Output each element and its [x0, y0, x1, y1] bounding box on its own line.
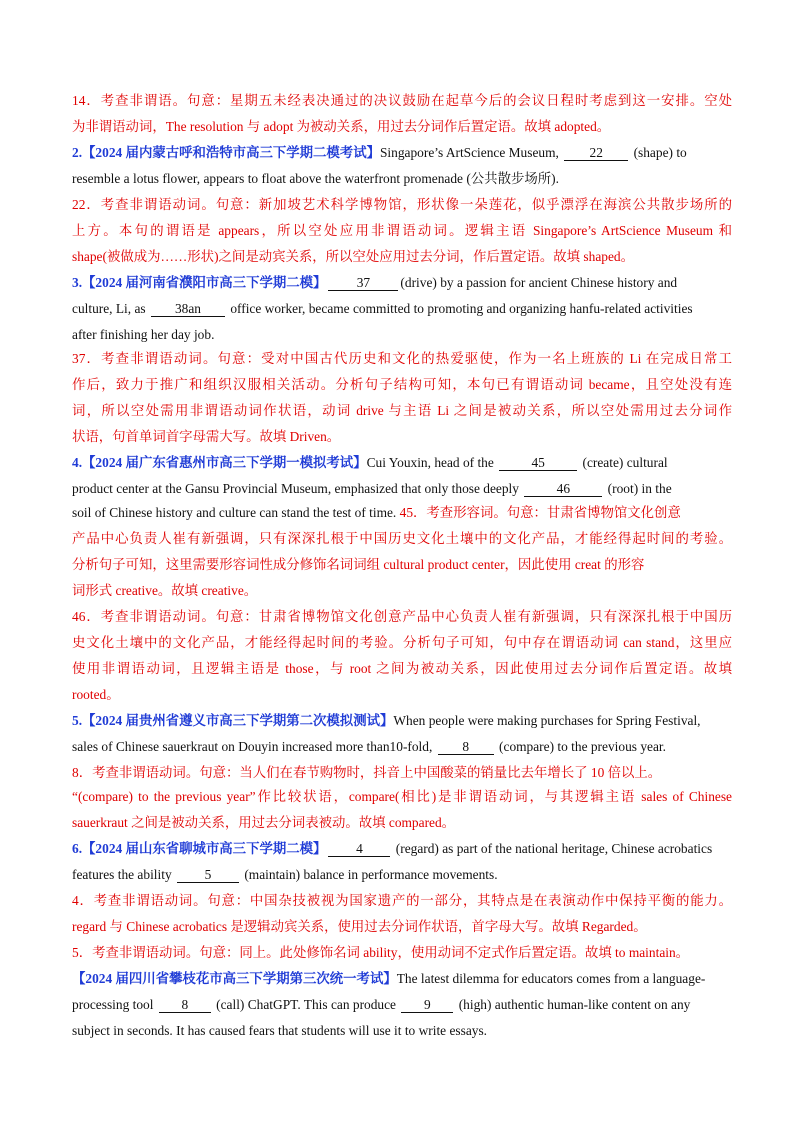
question-text: product center at the Gansu Provincial Museum, emphasized that only those deeply: [72, 481, 523, 496]
question-line: [72, 454, 668, 472]
question-line: [72, 996, 690, 1014]
answer-line: 词，所以空处需用非谓语动词作状语，动词 drive 与主语 Li 之间是被动关系，所以空处需用过去分词作: [72, 403, 732, 418]
answer-blank: 9: [401, 997, 453, 1013]
answer-line: 使用非谓语动词，且逻辑主语是 those，与 root 之间为被动关系，因此使用过去分词作后置定语。故填: [72, 661, 732, 676]
answer-line: sauerkraut 之间是被动关系，用过去分词表被动。故填 compared。: [72, 815, 456, 830]
question-text: The latest dilemma for educators comes from a language-: [396, 971, 706, 986]
question-text: Singapore’s ArtScience Museum,: [379, 145, 563, 160]
question-text: features the ability: [72, 867, 175, 882]
question-text: Cui Youxin, head of the: [366, 455, 498, 470]
question-line: after finishing her day job.: [72, 327, 215, 342]
answer-line: 14．考查非谓语。句意：星期五未经表决通过的决议鼓励在起草今后的会议日程时考虑到这一安排。空处: [72, 93, 732, 108]
answer-line: 分析句子可知，这里需要形容词性成分修饰名词词组 cultural product center，因此使用 creat 的形容: [72, 557, 645, 572]
question-text: soil of Chinese history and culture can stand the test of time.: [72, 505, 400, 520]
answer-line: 作后，致力于推广和组织汉服相关活动。分析句子结构可知，本句已有谓语动词 became，且空处没有连: [72, 377, 732, 392]
answer-line: shape(被做成为……形状)之间是动宾关系，所以空处应用过去分词，作后置定语。故填 shaped。: [72, 249, 634, 264]
answer-line: rooted。: [72, 687, 120, 702]
answer-text: 45．考查形容词。句意：甘肃省博物馆文化创意: [399, 505, 681, 520]
question-text: (create) cultural: [579, 455, 668, 470]
answer-line: 为非谓语动词，The resolution 与 adopt 为被动关系，用过去分词作后置定语。故填 adopted。: [72, 119, 611, 134]
question-text: sales of Chinese sauerkraut on Douyin increased more than10-fold,: [72, 739, 436, 754]
question-line: [72, 866, 498, 884]
answer-line: “(compare) to the previous year”作比较状语，compare(相比)是非谓语动词，与其逻辑主语 sales of Chinese: [72, 789, 732, 804]
question-line: resemble a lotus flower, appears to float above the waterfront promenade (公共散步场所).: [72, 171, 559, 186]
question-line: [72, 970, 705, 988]
answer-blank: 38an: [151, 301, 225, 317]
answer-blank: 8: [159, 997, 211, 1013]
question-text: (shape) to: [630, 145, 687, 160]
answer-line: 4．考查非谓语动词。句意：中国杂技被视为国家遗产的一部分，其特点是在表演动作中保持平衡的能力。: [72, 893, 732, 908]
question-line: [72, 300, 693, 318]
question-line: [72, 840, 712, 858]
answer-line: 22．考查非谓语动词。句意：新加坡艺术科学博物馆，形状像一朵莲花，似乎漂浮在海滨公共散步场所的: [72, 197, 732, 212]
answer-blank: 45: [499, 455, 577, 471]
question-text: (high) authentic human-like content on any: [455, 997, 691, 1012]
answer-line: 46．考查非谓语动词。句意：甘肃省博物馆文化创意产品中心负责人崔有新强调，只有深深扎根于中国历: [72, 609, 732, 624]
question-source-header: 5.【2024 届贵州省遵义市高三下学期第二次模拟测试】: [72, 713, 394, 728]
question-text: office worker, became committed to promoting and organizing hanfu-related activities: [226, 301, 693, 316]
question-line: [72, 738, 666, 756]
answer-blank: 46: [524, 481, 602, 497]
question-line: [72, 144, 687, 162]
answer-line: regard 与 Chinese acrobatics 是逻辑动宾关系，使用过去分词作状语，首字母大写。故填 Regarded。: [72, 919, 647, 934]
answer-line: 词形式 creative。故填 creative。: [72, 583, 258, 598]
answer-line: 上方。本句的谓语是 appears，所以空处应用非谓语动词。逻辑主语 Singapore’s ArtScience Museum 和: [72, 223, 732, 238]
question-source-header: 2.【2024 届内蒙古呼和浩特市高三下学期二模考试】: [72, 145, 380, 160]
question-line: subject in seconds. It has caused fears that students will use it to write essays.: [72, 1023, 488, 1038]
question-text: processing tool: [72, 997, 157, 1012]
answer-blank: 5: [177, 867, 239, 883]
answer-line: 史文化土壤中的文化产品，才能经得起时间的考验。分析句子可知，句中存在谓语动词 can stand，这里应: [72, 635, 732, 650]
answer-line: 产品中心负责人崔有新强调，只有深深扎根于中国历史文化土壤中的文化产品，才能经得起时间的考验。: [72, 531, 732, 546]
question-text: (regard) as part of the national heritage, Chinese acrobatics: [392, 841, 713, 856]
answer-line: 状语，句首单词首字母需大写。故填 Driven。: [72, 429, 341, 444]
question-text: (root) in the: [604, 481, 672, 496]
answer-blank: 37: [328, 275, 398, 291]
question-line: [72, 274, 677, 292]
question-source-header: 6.【2024 届山东省聊城市高三下学期二模】: [72, 841, 327, 856]
question-source-header: 【2024 届四川省攀枝花市高三下学期第三次统一考试】: [72, 971, 397, 986]
question-text: (maintain) balance in performance movements.: [241, 867, 498, 882]
question-text: culture, Li, as: [72, 301, 149, 316]
answer-blank: 8: [438, 739, 494, 755]
answer-blank: 4: [328, 841, 390, 857]
question-text: (drive) by a passion for ancient Chinese history and: [400, 275, 678, 290]
question-source-header: 4.【2024 届广东省惠州市高三下学期一模拟考试】: [72, 455, 367, 470]
answer-line: 8．考查非谓语动词。句意：当人们在春节购物时，抖音上中国酸菜的销量比去年增长了 10 倍以上。: [72, 765, 662, 780]
question-line: [72, 504, 681, 522]
question-source-header: 3.【2024 届河南省濮阳市高三下学期二模】: [72, 275, 327, 290]
question-text: (call) ChatGPT. This can produce: [212, 997, 400, 1012]
answer-line: 5．考查非谓语动词。句意：同上。此处修饰名词 ability，使用动词不定式作后置定语。故填 to maintain。: [72, 945, 690, 960]
question-text: When people were making purchases for Spring Festival,: [393, 713, 701, 728]
answer-blank: 22: [564, 145, 628, 161]
question-line: [72, 712, 701, 730]
answer-line: 37．考查非谓语动词。句意：受对中国古代历史和文化的热爱驱使，作为一名上班族的 Li 在完成日常工: [72, 351, 732, 366]
question-line: [72, 480, 672, 498]
question-text: (compare) to the previous year.: [495, 739, 666, 754]
